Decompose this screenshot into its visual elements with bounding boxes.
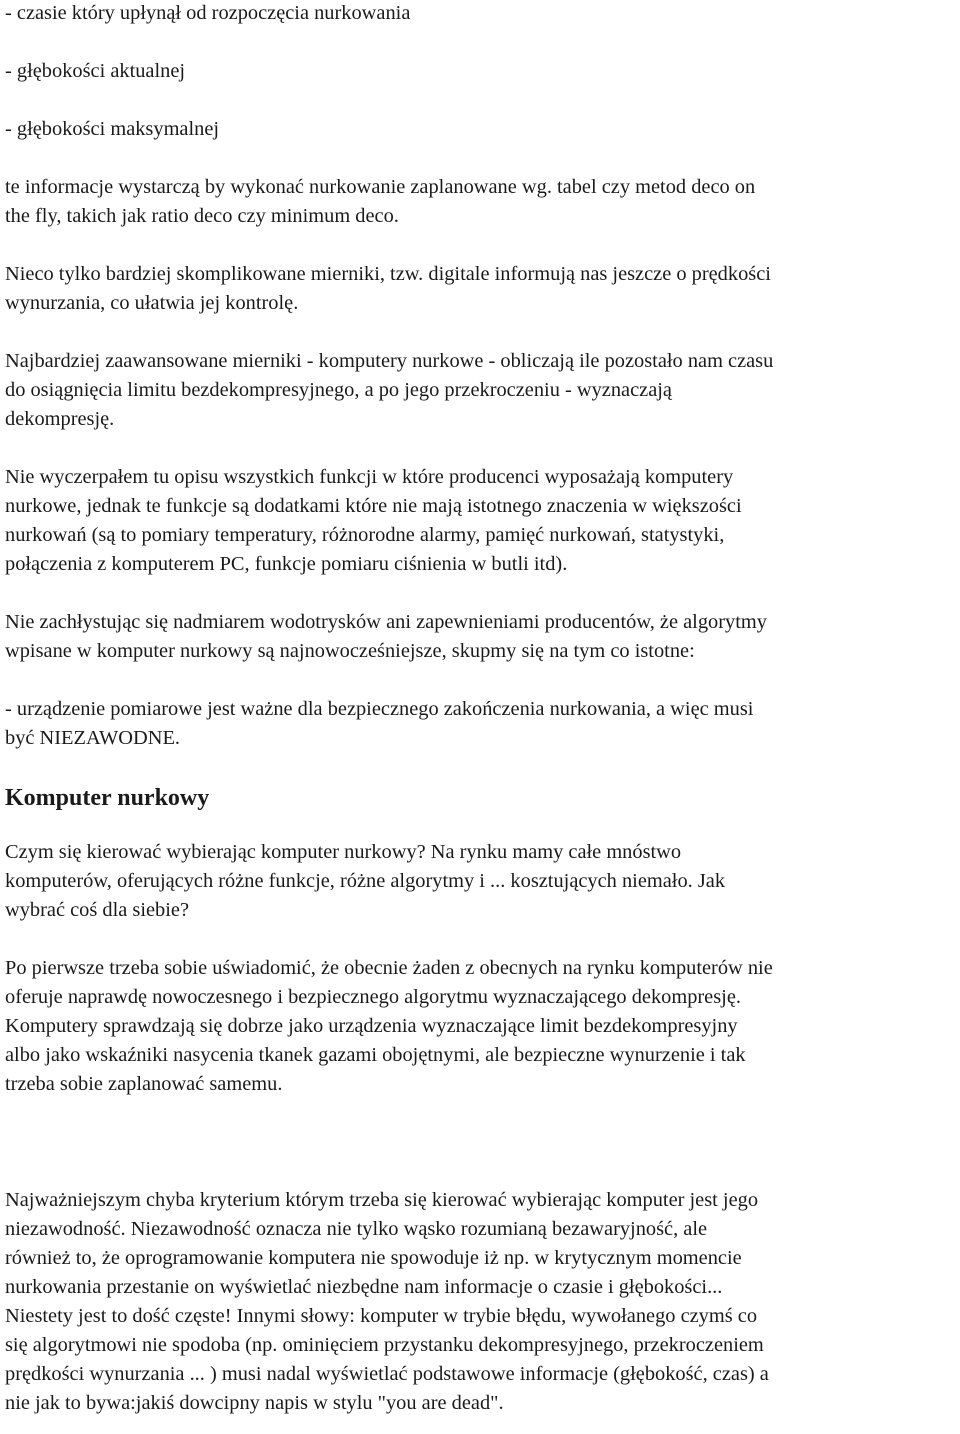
text-line: trzeba sobie zaplanować samemu.	[5, 1073, 283, 1095]
paragraph-9	[5, 1186, 955, 1418]
text-line: Nie zachłystując się nadmiarem wodotrysków ani zapewnieniami producentów, że algorytmy	[5, 611, 767, 633]
text-line: te informacje wystarczą by wykonać nurkowanie zaplanowane wg. tabel czy metod deco on	[5, 176, 756, 198]
text-line: również to, że oprogramowanie komputera nie spowoduje iż np. w krytycznym momencie	[5, 1247, 742, 1269]
text-line: niezawodność. Niezawodność oznacza nie tylko wąsko rozumianą bezawaryjność, ale	[5, 1218, 708, 1240]
text-line: wynurzania, co ułatwia jej kontrolę.	[5, 292, 299, 314]
document-page	[5, 0, 955, 1418]
text-line: nurkowe, jednak te funkcje są dodatkami które nie mają istotnego znaczenia w większości	[5, 495, 742, 517]
text-line: Niestety jest to dość częste! Innymi słowy: komputer w trybie błędu, wywołanego czymś co	[5, 1305, 758, 1327]
text-line: the fly, takich jak ratio deco czy minimum deco.	[5, 205, 399, 227]
text-line: Najważniejszym chyba kryterium którym trzeba się kierować wybierając komputer jest jego	[5, 1189, 759, 1211]
list-item: - głębokości maksymalnej	[5, 118, 220, 140]
paragraph-6	[5, 695, 955, 753]
text-line: nurkowań (są to pomiary temperatury, różnorodne alarmy, pamięć nurkowań, statystyki,	[5, 524, 725, 546]
list-item: - głębokości aktualnej	[5, 60, 186, 82]
text-line: oferuje naprawdę nowoczesnego i bezpiecznego algorytmu wyznaczającego dekompresję.	[5, 986, 741, 1008]
paragraph-2	[5, 260, 955, 318]
paragraph-7	[5, 838, 955, 925]
text-line: prędkości wynurzania ... ) musi nadal wyświetlać podstawowe informacje (głębokość, czas) a	[5, 1363, 769, 1385]
text-line: połączenia z komputerem PC, funkcje pomiaru ciśnienia w butli itd).	[5, 553, 568, 575]
list-item: - czasie który upłynął od rozpoczęcia nurkowania	[5, 2, 411, 24]
text-line: Czym się kierować wybierając komputer nurkowy? Na rynku mamy całe mnóstwo	[5, 841, 682, 863]
text-line: Nie wyczerpałem tu opisu wszystkich funkcji w które producenci wyposażają komputery	[5, 466, 734, 488]
text-line: - urządzenie pomiarowe jest ważne dla bezpiecznego zakończenia nurkowania, a więc musi	[5, 698, 754, 720]
text-line: do osiągnięcia limitu bezdekompresyjnego, a po jego przekroczeniu - wyznaczają	[5, 379, 672, 401]
paragraph-5	[5, 608, 955, 666]
text-line: Po pierwsze trzeba sobie uświadomić, że obecnie żaden z obecnych na rynku komputerów nie	[5, 957, 773, 979]
text-line: Najbardziej zaawansowane mierniki - komputery nurkowe - obliczają ile pozostało nam czasu	[5, 350, 774, 372]
text-line: Nieco tylko bardziej skomplikowane mierniki, tzw. digitale informują nas jeszcze o prędkości	[5, 263, 771, 285]
text-line: albo jako wskaźniki nasycenia tkanek gazami obojętnymi, ale bezpieczne wynurzenie i tak	[5, 1044, 746, 1066]
text-line: dekompresję.	[5, 408, 115, 430]
text-line: się algorytmowi nie spodoba (np. ominięciem przystanku dekompresyjnego, przekroczeniem	[5, 1334, 764, 1356]
section-heading: Komputer nurkowy	[5, 785, 210, 811]
paragraph-4	[5, 463, 955, 579]
text-line: być NIEZAWODNE.	[5, 727, 181, 749]
paragraph-1	[5, 173, 955, 231]
text-line: Komputery sprawdzają się dobrze jako urządzenia wyznaczające limit bezdekompresyjny	[5, 1015, 738, 1037]
text-line: nurkowania przestanie on wyświetlać niezbędne nam informacje o czasie i głębokości...	[5, 1276, 723, 1298]
text-line: komputerów, oferujących różne funkcje, różne algorytmy i ... kosztujących niemało. Jak	[5, 870, 726, 892]
text-line: nie jak to bywa:jakiś dowcipny napis w stylu "you are dead".	[5, 1392, 504, 1414]
paragraph-8	[5, 954, 955, 1099]
text-line: wpisane w komputer nurkowy są najnowocześniejsze, skupmy się na tym co istotne:	[5, 640, 695, 662]
text-line: wybrać coś dla siebie?	[5, 899, 190, 921]
paragraph-3	[5, 347, 955, 434]
